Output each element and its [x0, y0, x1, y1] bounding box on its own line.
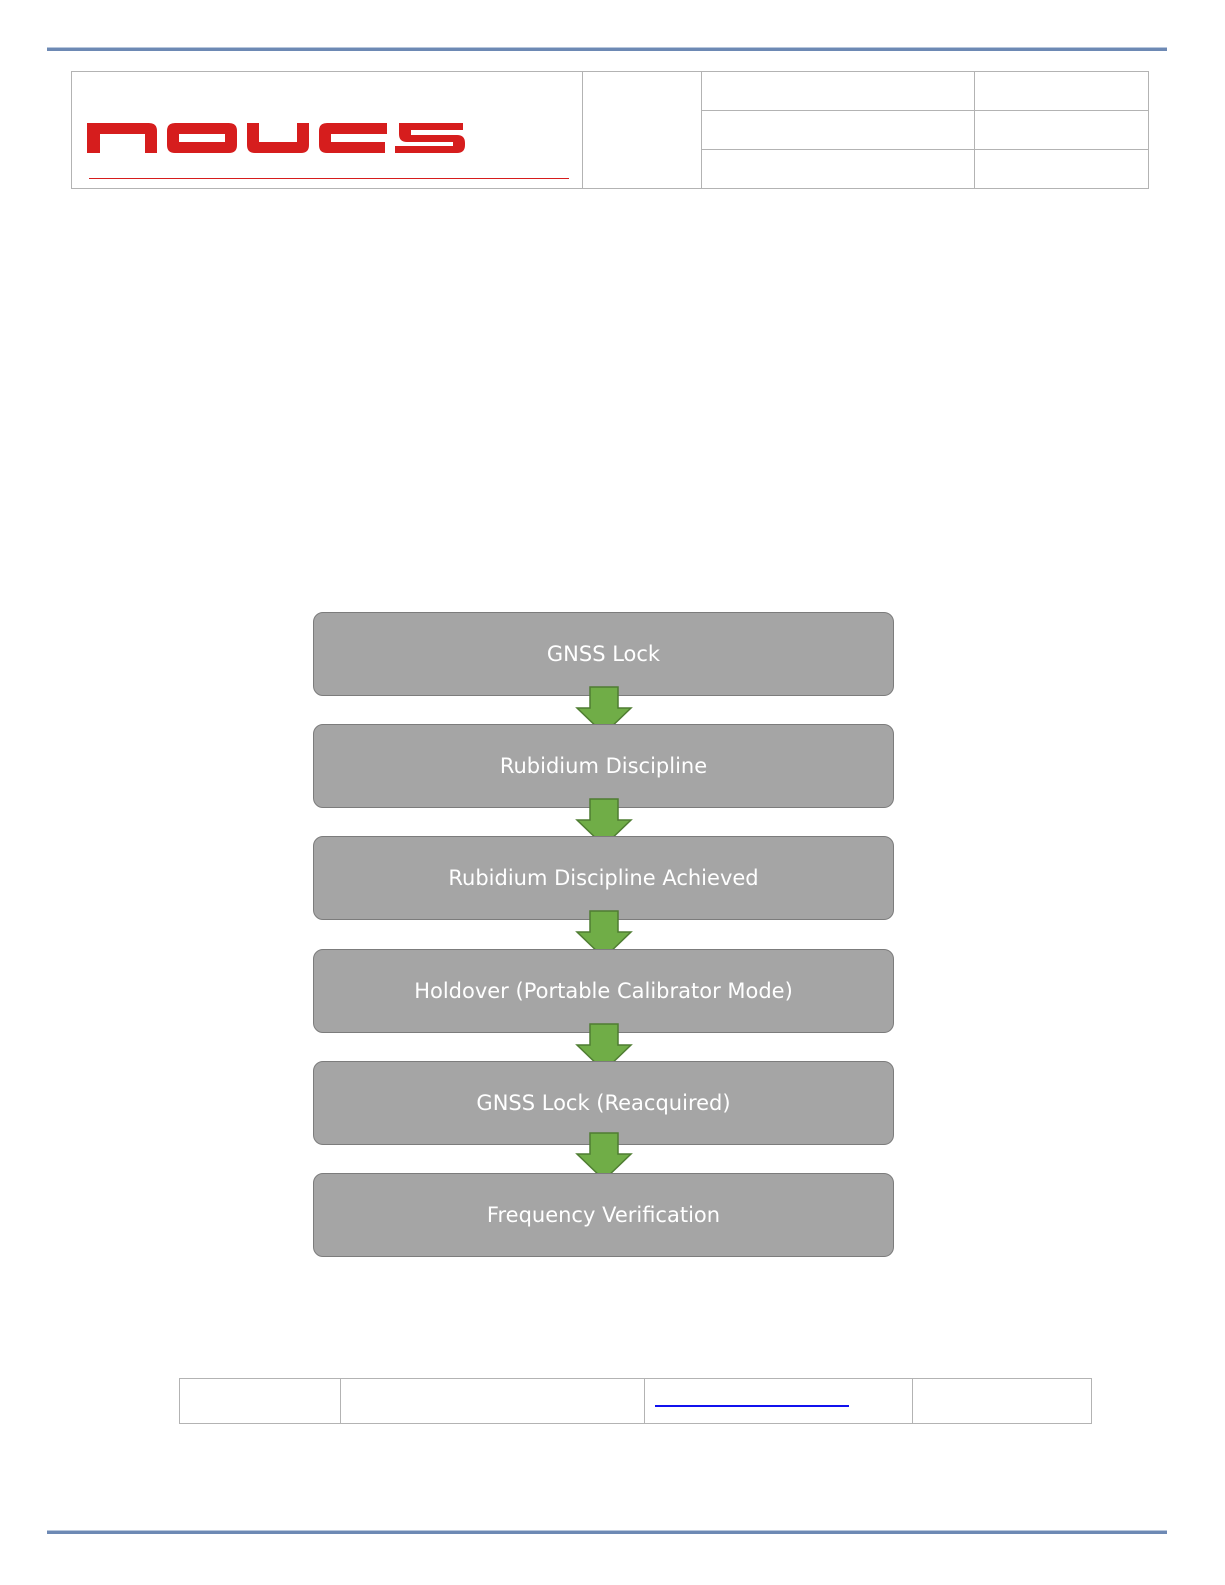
- footer-link[interactable]: [655, 1405, 849, 1407]
- header-meta-label-3: [702, 150, 975, 189]
- header-meta-value-3: [975, 150, 1149, 189]
- header-meta-value-2: [975, 111, 1149, 150]
- novus-logo-graphic: [87, 117, 467, 157]
- header-meta-value-1: [975, 72, 1149, 111]
- flow-step-gnss-lock: GNSS Lock: [313, 612, 894, 696]
- document-header-table: [71, 71, 1149, 189]
- flow-step-holdover: Holdover (Portable Calibrator Mode): [313, 949, 894, 1033]
- header-meta-label-2: [702, 111, 975, 150]
- footer-cell-4: [913, 1379, 1092, 1424]
- top-page-rule: [47, 47, 1167, 51]
- footer-cell-3: [645, 1379, 913, 1424]
- flow-step-gnss-lock-reacquired: GNSS Lock (Reacquired): [313, 1061, 894, 1145]
- flow-step-rubidium-discipline-achieved: Rubidium Discipline Achieved: [313, 836, 894, 920]
- header-meta-label-1: [702, 72, 975, 111]
- header-blank-cell: [583, 72, 702, 189]
- footer-cell-2: [341, 1379, 645, 1424]
- flow-step-frequency-verification: Frequency Verification: [313, 1173, 894, 1257]
- novus-logo: [87, 117, 467, 157]
- document-footer-table: [179, 1378, 1092, 1424]
- bottom-page-rule: [47, 1530, 1167, 1534]
- logo-cell: [72, 72, 583, 189]
- flow-step-rubidium-discipline: Rubidium Discipline: [313, 724, 894, 808]
- process-flowchart: [313, 612, 896, 1262]
- logo-underline: [89, 178, 569, 179]
- footer-cell-1: [180, 1379, 341, 1424]
